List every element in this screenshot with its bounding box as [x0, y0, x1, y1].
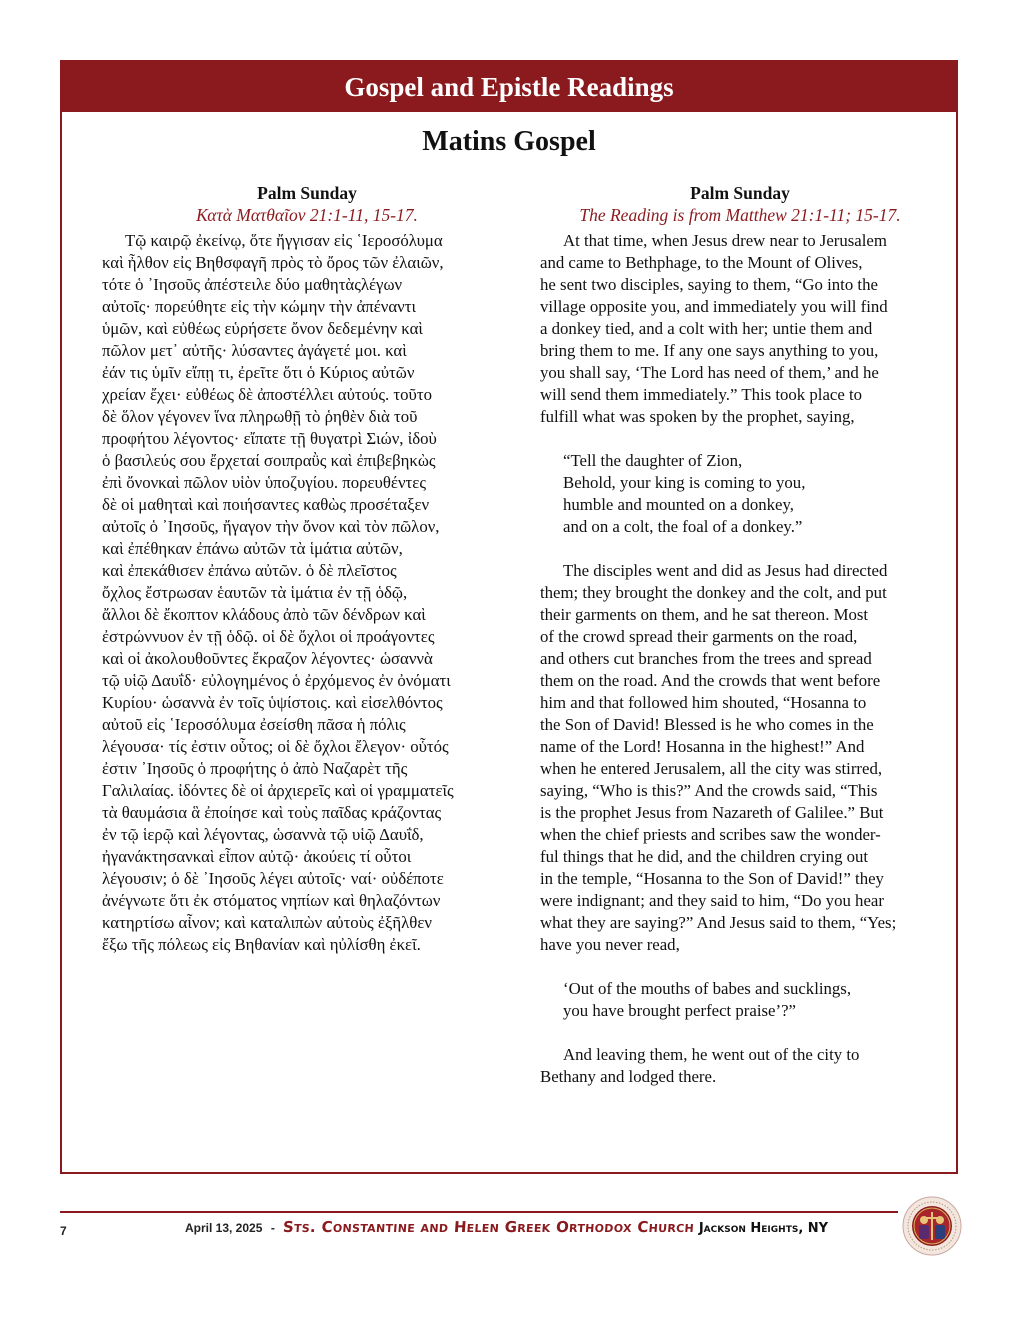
psalm-verse [540, 978, 940, 1022]
english-text-line: when the chief priests and scribes saw the wonder- [540, 825, 881, 844]
english-text-line: and came to Bethphage, to the Mount of Olives, [540, 253, 863, 272]
english-text-line: you shall say, ‘The Lord has need of them,’ and he [540, 363, 879, 382]
greek-text-line: δὲ ὅλον γέγονεν ἵνα πληρωθῇ τὸ ῥηθὲν διὰ τοῦ [102, 407, 418, 426]
greek-text-line: τὰ θαυμάσια ἃ ἐποίησε καὶ τοὺς παῖδας κράζοντας [102, 803, 442, 822]
english-text-line: when he entered Jerusalem, all the city was stirred, [540, 759, 883, 778]
verse-line: Behold, your king is coming to you, [563, 473, 806, 492]
english-text-line: him and that followed him shouted, “Hosanna to [540, 693, 867, 712]
english-text-line: the Son of David! Blessed is he who comes in the [540, 715, 874, 734]
greek-reference: Κατὰ Ματθαῖον 21:1-11, 15-17. [196, 205, 418, 225]
paragraph-spacer [540, 956, 940, 978]
greek-text-line: ἠγανάκτησανκαὶ εἶπον αὐτῷ· ἀκούεις τί οὗτοι [102, 847, 412, 866]
paragraph-spacer [540, 1022, 940, 1044]
english-text-line: them; they brought the donkey and the colt, and put [540, 583, 887, 602]
greek-text-line: χρείαν ἔχει· εὐθέως δὲ ἀποστέλλει αὐτούς. τοῦτο [102, 385, 432, 404]
prophecy-verse [540, 450, 940, 538]
english-text-line: name of the Lord! Hosanna in the highest!” And [540, 737, 865, 756]
greek-heading: Palm Sunday [257, 183, 357, 203]
greek-text-line: ἐάν τις ὑμῖν εἴπῃ τι, ἐρεῖτε ὅτι ὁ Κύριος αὐτῶν [102, 363, 415, 382]
greek-text-line: αὐτοῖς· πορεύθητε εἰς τὴν κώμην τὴν ἀπέναντι [102, 297, 417, 316]
greek-text-line: αὐτοῖς ὁ ᾿Ιησοῦς, ἤγαγον τὴν ὄνον καὶ τὸν πῶλον, [102, 517, 440, 536]
english-text-line: their garments on them, and he sat thereon. Most [540, 605, 869, 624]
english-text-line: will send them immediately.” This took place to [540, 385, 863, 404]
greek-text-line: ὑμῶν, καὶ εὐθέως εὑρήσετε ὄνον δεδεμένην καὶ [102, 319, 423, 338]
greek-text-line: πῶλον μετ᾿ αὐτῆς· λύσαντες ἀγάγετέ μοι. καὶ [102, 341, 407, 360]
english-reference: The Reading is from Matthew 21:1-11; 15-17. [579, 205, 901, 225]
greek-text-line: Τῷ καιρῷ ἐκείνῳ, ὅτε ἤγγισαν εἰς ῾Ιεροσόλυμα [125, 231, 443, 250]
greek-text-line: ὁ βασιλεύς σου ἔρχεταί σοιπραῢς καὶ ἐπιβεβηκὼς [102, 451, 436, 470]
english-text-line: saying, “Who is this?” And the crowds said, “This [540, 781, 878, 800]
english-column [540, 182, 940, 1088]
verse-line: you have brought perfect praise’?” [563, 1001, 796, 1020]
greek-text-line: ἐπὶ ὄνονκαὶ πῶλον υἱὸν ὑποζυγίου. πορευθέντες [102, 473, 426, 492]
english-text [540, 230, 940, 1088]
greek-text-line: καὶ ἐπεκάθισεν ἐπάνω αὐτῶν. ὁ δὲ πλεῖστος [102, 561, 397, 580]
greek-text-line: ἄλλοι δὲ ἔκοπτον κλάδους ἀπὸ τῶν δένδρων καὶ [102, 605, 426, 624]
greek-text-line: καὶ ἐπέθηκαν ἐπάνω αὐτῶν τὰ ἱμάτια αὐτῶν, [102, 539, 403, 558]
greek-text-line: αὐτοῦ εἰς ῾Ιεροσόλυμα ἐσείσθη πᾶσα ἡ πόλις [102, 715, 406, 734]
greek-text-line: Γαλιλαίας. ἰδόντες δὲ οἱ ἀρχιερεῖς καὶ οἱ γραμματεῖς [102, 781, 454, 800]
greek-text-line: ὄχλος ἔστρωσαν ἑαυτῶν τὰ ἱμάτια ἐν τῇ ὁδῷ, [102, 583, 408, 602]
section-title: Matins Gospel [422, 126, 596, 157]
church-seal-icon [902, 1196, 962, 1256]
greek-text-line: καὶ ἦλθον εἰς Βηθσφαγῆ πρὸς τὸ ὄρος τῶν ἐλαιῶν, [102, 253, 444, 272]
greek-text-line: τῷ υἱῷ Δαυΐδ· εὐλογημένος ὁ ἐρχόμενος ἐν ὀνόματι [102, 671, 451, 690]
page-number: 7 [60, 1224, 67, 1238]
footer-church-name: Sts. Constantine and Helen Greek Orthodox Church [282, 1218, 696, 1236]
greek-text [102, 230, 512, 956]
english-text-line: in the temple, “Hosanna to the Son of David!” they [540, 869, 884, 888]
verse-line: “Tell the daughter of Zion, [563, 451, 743, 470]
greek-text-line: προφήτου λέγοντος· εἴπατε τῇ θυγατρὶ Σιών, ἰδοὺ [102, 429, 437, 448]
english-text-line: At that time, when Jesus drew near to Jerusalem [563, 231, 887, 250]
english-text-line: them on the road. And the crowds that went before [540, 671, 881, 690]
english-text-line: The disciples went and did as Jesus had directed [563, 561, 888, 580]
english-text-line: and others cut branches from the trees and spread [540, 649, 872, 668]
footer-line [185, 1218, 828, 1237]
english-text-line: And leaving them, he went out of the city to [563, 1045, 860, 1064]
greek-text-line: καὶ οἱ ἀκολουθοῦντες ἔκραζον λέγοντες· ὡσαννὰ [102, 649, 433, 668]
greek-text-line: λέγουσα· τίς ἐστιν οὗτος; οἱ δὲ ὄχλοι ἔλεγον· οὗτός [102, 737, 449, 756]
greek-column [102, 182, 512, 956]
banner-title: Gospel and Epistle Readings [62, 62, 956, 112]
english-text-line: is the prophet Jesus from Nazareth of Galilee.” But [540, 803, 884, 822]
english-text-line: village opposite you, and immediately you will find [540, 297, 888, 316]
english-text-line: what they are saying?” And Jesus said to them, “Yes; [540, 913, 897, 932]
greek-text-line: ἐν τῷ ἱερῷ καὶ λέγοντας, ὡσαννὰ τῷ υἱῷ Δαυΐδ, [102, 825, 424, 844]
greek-text-line: Κυρίου· ὡσαννὰ ἐν τοῖς ὑψίστοις. καὶ εἰσελθόντος [102, 693, 443, 712]
greek-text-line: τότε ὁ ᾿Ιησοῦς ἀπέστειλε δύο μαθητὰςλέγων [102, 275, 403, 294]
english-text-line: were indignant; and they said to him, “Do you hear [540, 891, 884, 910]
verse-line: humble and mounted on a donkey, [563, 495, 795, 514]
english-text-line: a donkey tied, and a colt with her; untie them and [540, 319, 873, 338]
footer-date: April 13, 2025 [185, 1221, 263, 1235]
english-text-line: Bethany and lodged there. [540, 1067, 717, 1086]
paragraph-spacer [540, 428, 940, 450]
footer-location: Jackson Heights, NY [698, 1221, 829, 1236]
greek-text-line: λέγουσιν; ὁ δὲ ᾿Ιησοῦς λέγει αὐτοῖς· ναί· οὐδέποτε [102, 869, 444, 888]
footer-separator: - [270, 1221, 275, 1235]
english-heading: Palm Sunday [690, 183, 790, 203]
greek-text-line: ἀνέγνωτε ὅτι ἐκ στόματος νηπίων καὶ θηλαζόντων [102, 891, 441, 910]
greek-text-line: ἐστιν ᾿Ιησοῦς ὁ προφήτης ὁ ἀπὸ Ναζαρὲτ τῆς [102, 759, 408, 778]
english-text-line: have you never read, [540, 935, 680, 954]
greek-text-line: ἐστρώννυον ἐν τῇ ὁδῷ. οἱ δὲ ὄχλοι οἱ προάγοντες [102, 627, 435, 646]
verse-line: ‘Out of the mouths of babes and sucklings, [563, 979, 852, 998]
paragraph-spacer [540, 538, 940, 560]
greek-text-line: ἔξω τῆς πόλεως εἰς Βηθανίαν καὶ ηὐλίσθη ἐκεῖ. [102, 935, 421, 954]
english-text-line: ful things that he did, and the children crying out [540, 847, 869, 866]
english-text-line: of the crowd spread their garments on the road, [540, 627, 858, 646]
greek-text-line: δὲ οἱ μαθηταὶ καὶ ποιήσαντες καθὼς προσέταξεν [102, 495, 430, 514]
english-text-line: he sent two disciples, saying to them, “Go into the [540, 275, 878, 294]
footer-divider [60, 1211, 898, 1213]
greek-text-line: κατηρτίσω αἶνον; καὶ καταλιπὼν αὐτοὺς ἐξῆλθεν [102, 913, 432, 932]
verse-line: and on a colt, the foal of a donkey.” [563, 517, 803, 536]
readings-frame [60, 60, 958, 1174]
english-text-line: bring them to me. If any one says anything to you, [540, 341, 879, 360]
english-text-line: fulfill what was spoken by the prophet, saying, [540, 407, 855, 426]
